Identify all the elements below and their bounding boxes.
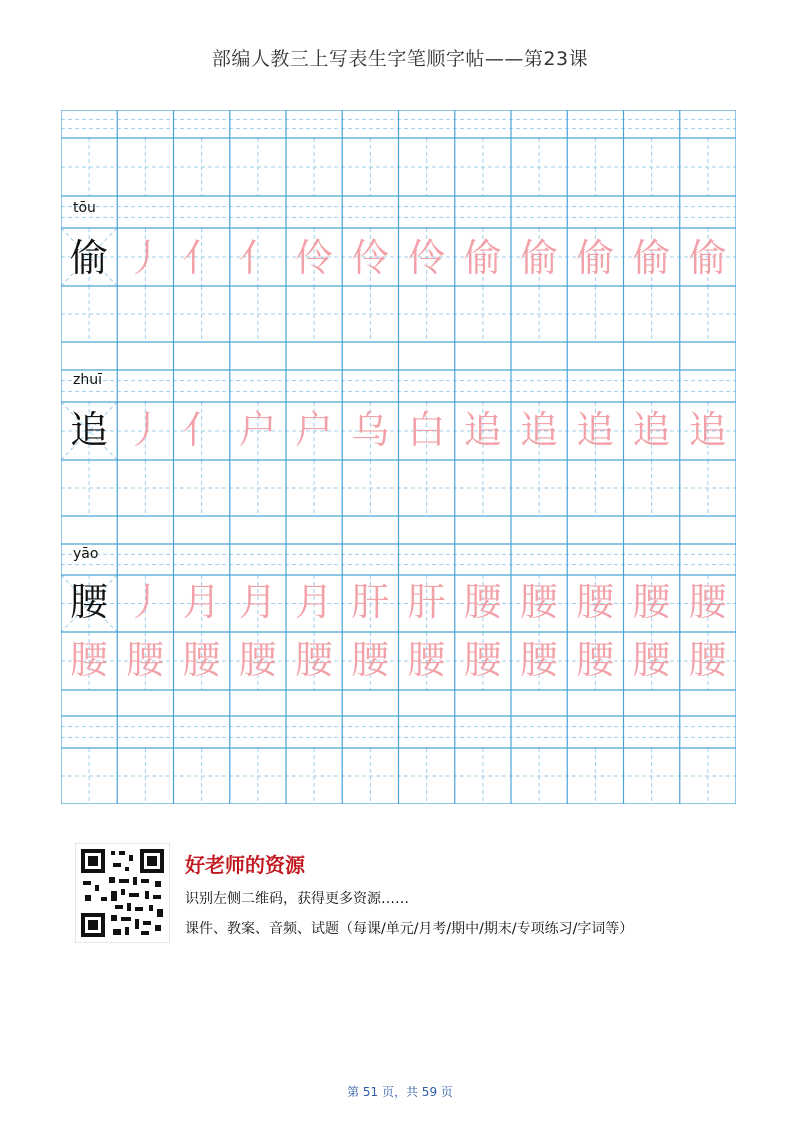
stroke-step: 偷 [463,236,502,280]
practice-char: 腰 [463,638,502,682]
stroke-step: 腰 [463,580,502,624]
banner-subtitle: 识别左侧二维码，获得更多资源…… [185,891,409,907]
banner-description: 课件、教案、音频、试题（每课/单元/月考/期中/期末/专项练习/字词等） [185,921,634,937]
stroke-step: 腰 [576,580,615,624]
page-footer: 第 51 页，共 59 页 [347,1085,453,1099]
pinyin-zhui: zhuī [73,372,102,388]
stroke-step: 肝 [407,580,446,624]
stroke-step: 偷 [519,236,558,280]
stroke-step: 偷 [576,236,615,280]
stroke-step: 肝 [351,580,390,624]
stroke-step: 亻 [182,408,221,452]
practice-char: 腰 [69,638,108,682]
stroke-step: 户 [238,408,277,452]
stroke-step: 月 [182,580,221,624]
stroke-step: 腰 [632,580,671,624]
stroke-step: 月 [294,580,333,624]
model-char-zhui: 追 [69,408,108,452]
stroke-step: 腰 [519,580,558,624]
resource-banner [75,843,755,953]
stroke-step: 追 [688,408,727,452]
model-char-tou: 偷 [69,236,108,280]
stroke-step: 偷 [688,236,727,280]
banner-title: 好老师的资源 [185,853,305,877]
stroke-step: 腰 [688,580,727,624]
practice-char: 腰 [407,638,446,682]
practice-char: 腰 [688,638,727,682]
stroke-step: 丿 [126,580,165,624]
stroke-step: 伶 [351,236,390,280]
practice-char: 腰 [351,638,390,682]
pinyin-tou: tōu [73,200,96,216]
practice-char: 腰 [294,638,333,682]
pinyin-yao: yāo [73,546,99,562]
qr-code-icon[interactable] [75,843,170,943]
stroke-step: 乌 [351,408,390,452]
stroke-step: 亻 [182,236,221,280]
stroke-step: 追 [576,408,615,452]
stroke-step: 丿 [126,408,165,452]
stroke-step: 亻 [238,236,277,280]
stroke-step: 户 [294,408,333,452]
practice-grid [61,110,736,804]
stroke-step: 白 [407,408,446,452]
model-char-yao: 腰 [69,580,108,624]
stroke-step: 伶 [407,236,446,280]
page-title: 部编人教三上写表生字笔顺字帖——第23课 [211,48,589,70]
stroke-step: 追 [632,408,671,452]
practice-char: 腰 [126,638,165,682]
stroke-step: 丿 [126,236,165,280]
stroke-step: 伶 [294,236,333,280]
stroke-step: 月 [238,580,277,624]
practice-char: 腰 [182,638,221,682]
practice-char: 腰 [576,638,615,682]
practice-char: 腰 [519,638,558,682]
practice-char: 腰 [238,638,277,682]
practice-char: 腰 [632,638,671,682]
stroke-step: 追 [463,408,502,452]
stroke-step: 偷 [632,236,671,280]
stroke-step: 追 [519,408,558,452]
